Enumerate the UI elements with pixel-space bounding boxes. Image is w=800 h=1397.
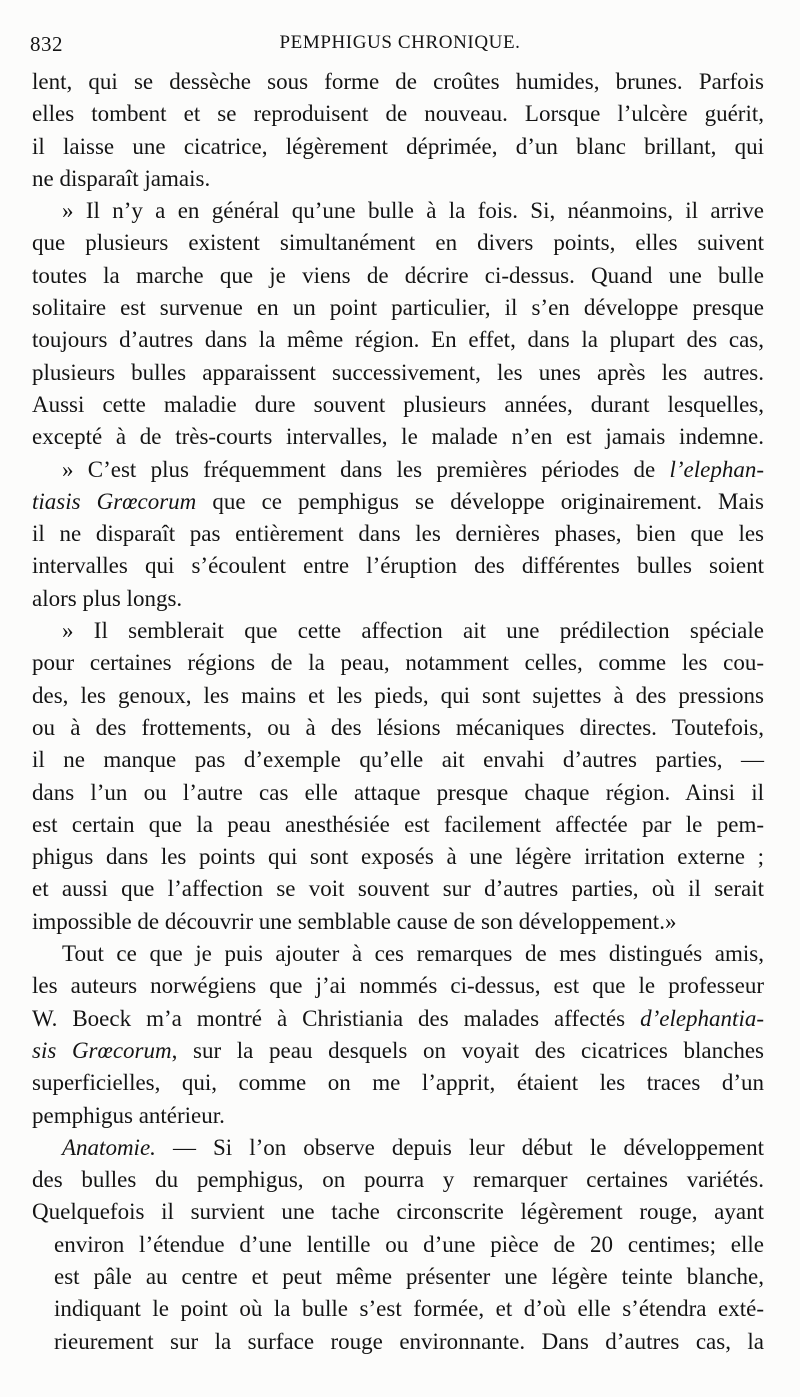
page-number: 832 (30, 32, 63, 56)
text-line (32, 1035, 764, 1067)
text-line (32, 583, 764, 615)
text-span: est pâle au centre et peut même présenter une légère teinte blanche, (54, 1263, 764, 1289)
text-line (32, 1229, 764, 1261)
text-line (32, 744, 764, 776)
text-span: Tout ce que je puis ajouter à ces remarques de mes distingués amis, (62, 941, 764, 967)
text-span: Quelquefois il survient une tache circonscrite légèrement rouge, ayant (32, 1199, 764, 1225)
text-span: l’elephan- (669, 456, 764, 482)
text-line (32, 777, 764, 809)
page-header (30, 32, 770, 62)
body-text (32, 66, 764, 1358)
text-span: plusieurs bulles apparaissent successivement, les unes après les autres. (32, 359, 764, 385)
text-line (32, 324, 764, 356)
text-span: sis Grœcorum (32, 1037, 172, 1063)
text-span: d’elephantia- (640, 1005, 764, 1031)
text-line (32, 1326, 764, 1358)
text-line (32, 906, 764, 938)
text-span: toutes la marche que je viens de décrire ci-dessus. Quand une bulle (32, 262, 764, 288)
text-span: impossible de découvrir une semblable cause de son développement.» (32, 908, 677, 934)
text-line (32, 421, 764, 453)
text-span: alors plus longs. (32, 585, 183, 611)
text-span: Anatomie. (62, 1134, 156, 1160)
text-line (32, 938, 764, 970)
text-span: dans l’un ou l’autre cas elle attaque presque chaque région. Ainsi il (32, 779, 764, 805)
text-line (32, 518, 764, 550)
text-line (32, 195, 764, 227)
text-span: W. Boeck m’a montré à Christiania des malades affectés (32, 1005, 641, 1031)
text-line (32, 131, 764, 163)
text-span: indiquant le point où la bulle s’est formée, et d’où elle s’étendra exté- (54, 1296, 764, 1322)
text-span: toujours d’autres dans la même région. En effet, dans la plupart des cas, (32, 327, 764, 353)
text-span: solitaire est survenue en un point particulier, il s’en développe presque (32, 295, 764, 321)
text-line (32, 454, 764, 486)
text-span: rieurement sur la surface rouge environnante. Dans d’autres cas, la (54, 1328, 764, 1354)
text-line (32, 357, 764, 389)
running-title: PEMPHIGUS CHRONIQUE. (279, 32, 521, 53)
text-span: est certain que la peau anesthésiée est facilement affectée par le pem- (32, 811, 764, 837)
text-span: que plusieurs existent simultanément en divers points, elles suivent (32, 230, 764, 256)
text-line (32, 841, 764, 873)
text-span: superficielles, qui, comme on me l’apprit, étaient les traces d’un (32, 1070, 764, 1096)
text-span: intervalles qui s’écoulent entre l’éruption des différentes bulles soient (32, 553, 764, 579)
text-line (32, 486, 764, 518)
text-span: des, les genoux, les mains et les pieds, qui sont sujettes à des pressions (32, 682, 764, 708)
text-span: phigus dans les points qui sont exposés à une légère irritation externe ; (32, 844, 764, 870)
text-line (32, 1196, 764, 1228)
text-line (32, 680, 764, 712)
text-span: et aussi que l’affection se voit souvent sur d’autres parties, où il serait (32, 876, 764, 902)
text-span: — Si l’on observe depuis leur début le développement (155, 1134, 764, 1160)
text-span: il ne manque pas d’exemple qu’elle ait envahi d’autres parties, — (32, 747, 764, 773)
text-line (32, 66, 764, 98)
text-span: des bulles du pemphigus, on pourra y remarquer certaines variétés. (32, 1167, 764, 1193)
text-line (32, 1003, 764, 1035)
text-line (32, 227, 764, 259)
text-span: lent, qui se dessèche sous forme de croûtes humides, brunes. Parfois (32, 69, 764, 94)
text-span: ne disparaît jamais. (32, 165, 211, 191)
text-span: » C’est plus fréquemment dans les premières périodes de (62, 456, 670, 482)
text-span: tiasis Grœcorum (32, 488, 197, 514)
text-span: excepté à de très-courts intervalles, le malade n’en est jamais indemne. (32, 424, 764, 450)
text-span: Aussi cette maladie dure souvent plusieurs années, durant lesquelles, (32, 391, 764, 417)
text-line (32, 970, 764, 1002)
text-line (32, 712, 764, 744)
text-line (32, 389, 764, 421)
text-line (32, 647, 764, 679)
text-line (32, 292, 764, 324)
text-line (32, 260, 764, 292)
text-span: pemphigus antérieur. (32, 1102, 225, 1128)
text-span: elles tombent et se reproduisent de nouveau. Lorsque l’ulcère guérit, (32, 101, 764, 127)
text-line (32, 550, 764, 582)
text-span: ou à des frottements, ou à des lésions mécaniques directes. Toutefois, (32, 714, 764, 740)
text-line (32, 1293, 764, 1325)
text-span: les auteurs norwégiens que j’ai nommés ci-dessus, est que le professeur (32, 973, 764, 999)
text-span: » Il semblerait que cette affection ait une prédilection spéciale (62, 618, 764, 644)
text-line (32, 1132, 764, 1164)
text-line (32, 1164, 764, 1196)
text-line (32, 809, 764, 841)
text-span: il ne disparaît pas entièrement dans les dernières phases, bien que les (32, 521, 764, 547)
text-span: pour certaines régions de la peau, notamment celles, comme les cou- (32, 650, 764, 676)
text-line (32, 873, 764, 905)
text-line (32, 1067, 764, 1099)
text-span: que ce pemphigus se développe originairement. Mais (196, 488, 764, 514)
text-line (32, 615, 764, 647)
text-line (32, 98, 764, 130)
text-span: il laisse une cicatrice, légèrement déprimée, d’un blanc brillant, qui (32, 133, 764, 159)
text-line (32, 1261, 764, 1293)
text-line (32, 163, 764, 195)
text-span: environ l’étendue d’une lentille ou d’une pièce de 20 centimes; elle (54, 1231, 764, 1257)
text-span: , sur la peau desquels on voyait des cicatrices blanches (171, 1037, 764, 1063)
text-span: » Il n’y a en général qu’une bulle à la fois. Si, néanmoins, il arrive (62, 198, 764, 224)
text-line (32, 1100, 764, 1132)
